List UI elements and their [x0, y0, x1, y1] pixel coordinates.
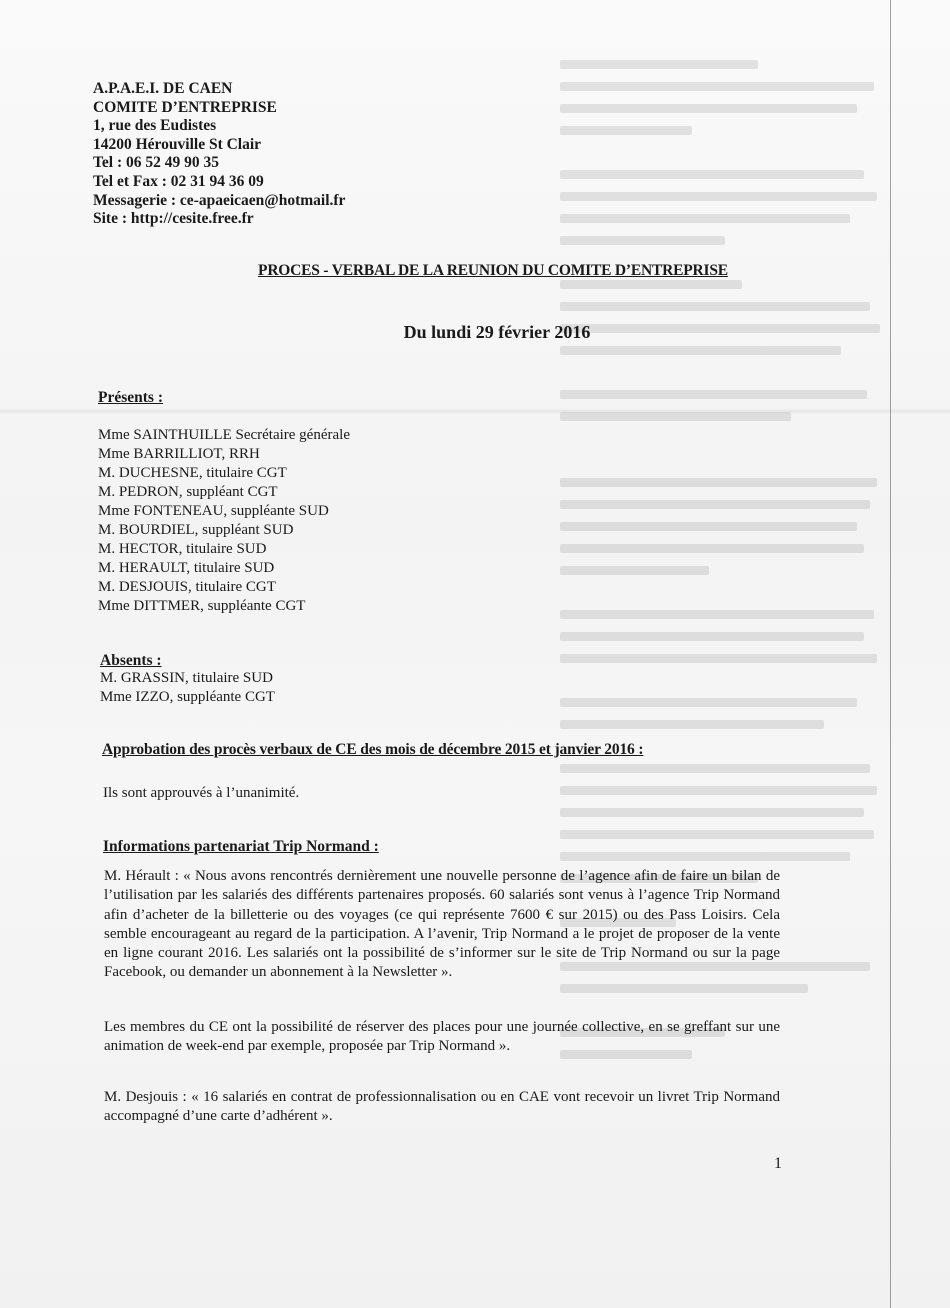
website-line: Site : http://cesite.free.fr: [93, 210, 254, 228]
presents-heading: Présents :: [98, 389, 163, 406]
trip-heading: Informations partenariat Trip Normand :: [103, 838, 379, 855]
list-item: Mme SAINTHUILLE Secrétaire générale: [98, 427, 350, 443]
list-item: Mme BARRILLIOT, RRH: [98, 446, 260, 462]
meeting-date: Du lundi 29 février 2016: [403, 322, 591, 342]
org-name: A.P.A.E.I. DE CAEN: [93, 80, 233, 97]
paper-fold: [0, 408, 950, 414]
scan-edge: [890, 0, 891, 1308]
document-title: PROCES - VERBAL DE LA REUNION DU COMITE D’ENTREPRISE: [258, 262, 728, 279]
absents-heading: Absents :: [100, 652, 162, 669]
fax-line: Tel et Fax : 02 31 94 36 09: [93, 172, 264, 190]
address-line: 1, rue des Eudistes: [93, 117, 217, 135]
presents-list: [98, 426, 350, 616]
list-item: M. HERAULT, titulaire SUD: [98, 560, 275, 576]
page-number: 1: [774, 1155, 782, 1172]
list-item: Mme FONTENEAU, suppléante SUD: [98, 503, 329, 519]
approbation-heading: Approbation des procès verbaux de CE des mois de décembre 2015 et janvier 2016 :: [102, 741, 644, 758]
approbation-text: Ils sont approuvés à l’unanimité.: [103, 785, 300, 801]
email-line: Messagerie : ce-apaeicaen@hotmail.fr: [93, 191, 346, 209]
list-item: M. GRASSIN, titulaire SUD: [100, 670, 273, 686]
trip-paragraph-2: Les membres du CE ont la possibilité de réserver des places pour une journée collective, en se greffant sur une animation de week-end par exemple, proposée par Trip Normand ».: [104, 1019, 780, 1055]
trip-paragraph-1: M. Hérault : « Nous avons rencontrés dernièrement une nouvelle personne de l’agence afin de faire un bilan de l’utilisation par les salariés des différents partenaires proposés. 60 salariés sont venus à l’agence Trip Normand afin d’acheter de la billetterie ou des voyages (ce qui représente 7600 € sur 2015) ou des Pass Loisirs. Cela semble encourageant au regard de la participation. A l’avenir, Trip Normand a le projet de proposer de la vente en ligne courant 2016. Les salariés ont la possibilité de s’informer sur le site de Trip Normand ou sur la page Facebook, ou demander un abonnement à la Newsletter ».: [104, 868, 780, 981]
list-item: M. HECTOR, titulaire SUD: [98, 541, 267, 557]
list-item: M. PEDRON, suppléant CGT: [98, 484, 278, 500]
phone-line: Tel : 06 52 49 90 35: [93, 154, 220, 172]
list-item: M. DESJOUIS, titulaire CGT: [98, 579, 276, 595]
trip-paragraph-3: M. Desjouis : « 16 salariés en contrat de professionnalisation ou en CAE vont recevoir un livret Trip Normand accompagné d’une carte d’adhérent ».: [104, 1089, 780, 1125]
list-item: M. BOURDIEL, suppléant SUD: [98, 522, 294, 538]
letterhead: [93, 80, 345, 229]
committee-name: COMITE D’ENTREPRISE: [93, 98, 277, 116]
list-item: Mme DITTMER, suppléante CGT: [98, 598, 306, 614]
list-item: M. DUCHESNE, titulaire CGT: [98, 465, 287, 481]
city-line: 14200 Hérouville St Clair: [93, 135, 262, 153]
list-item: Mme IZZO, suppléante CGT: [100, 689, 275, 705]
absents-list: [100, 669, 275, 707]
